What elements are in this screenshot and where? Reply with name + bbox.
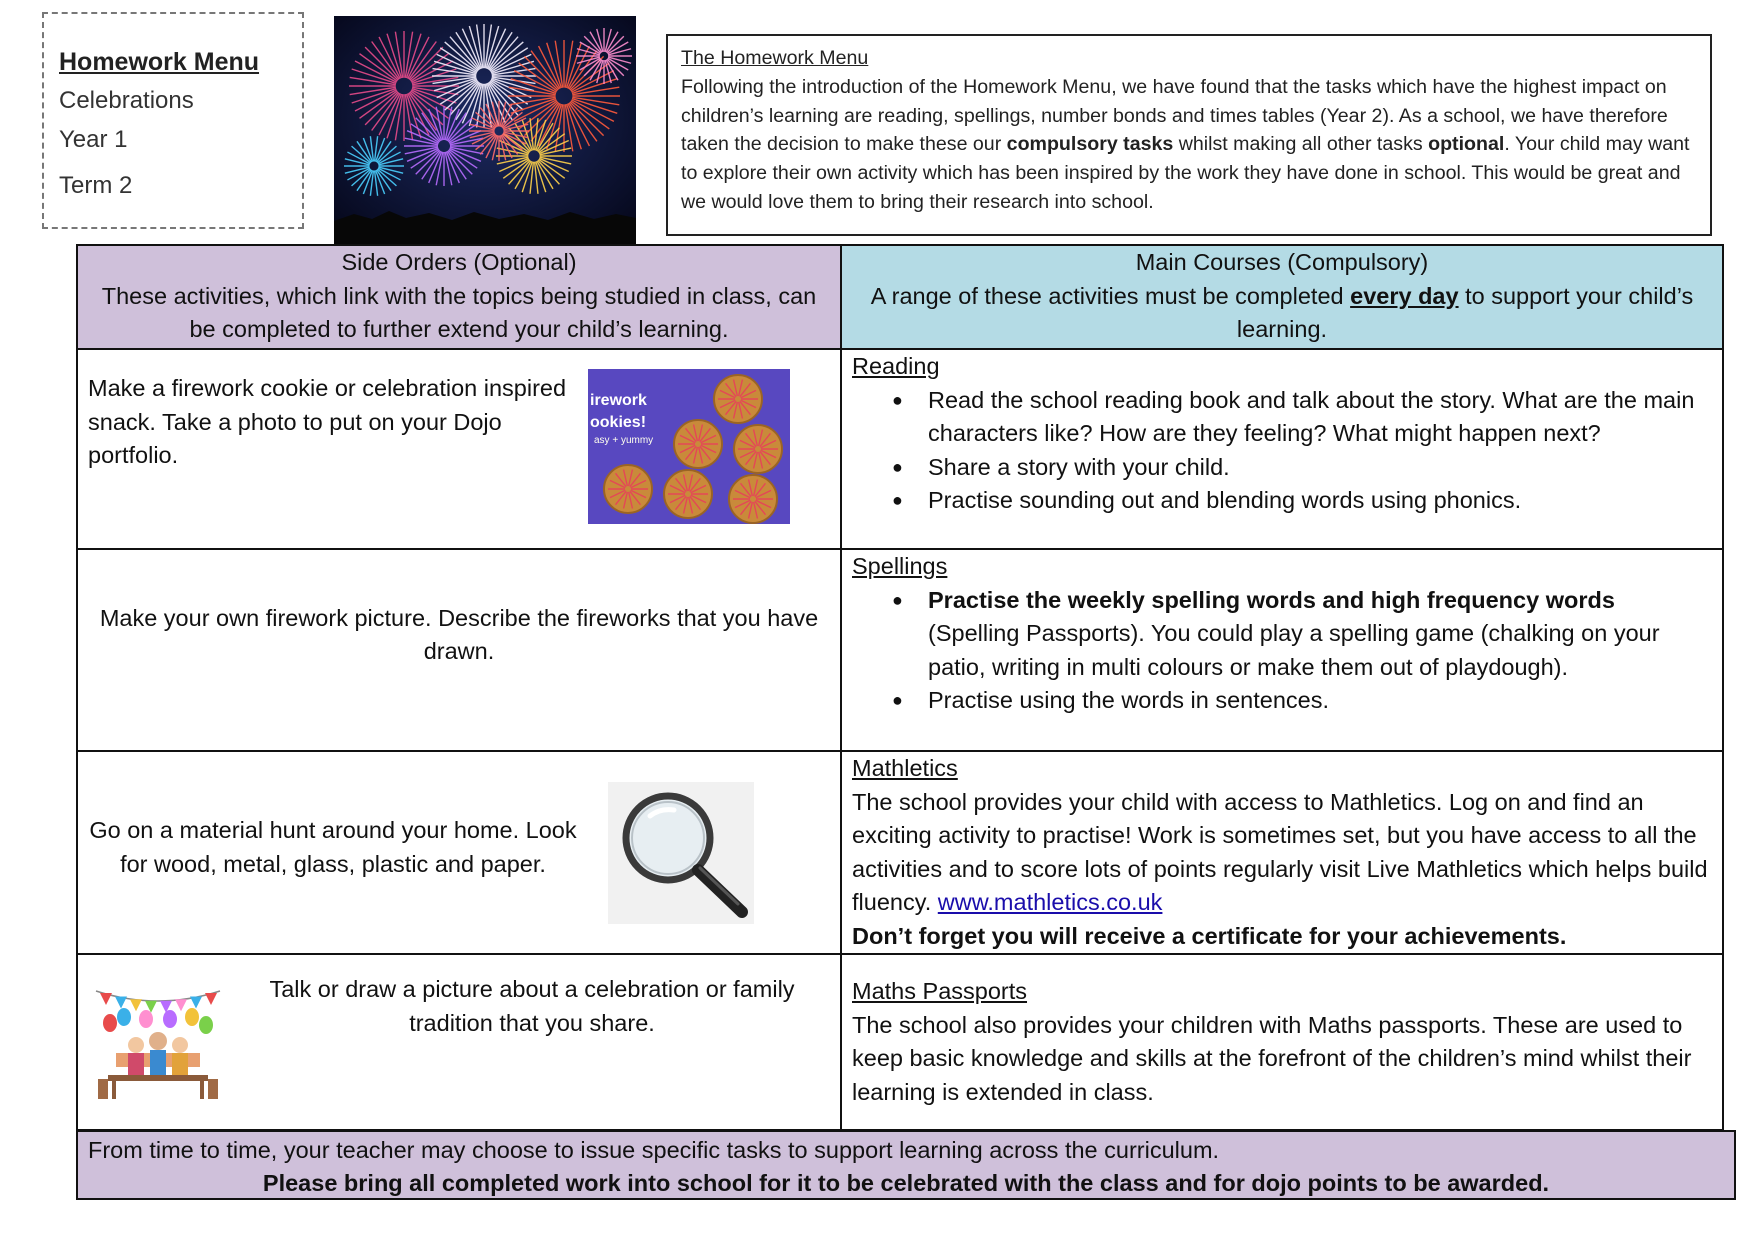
title-box <box>42 12 304 229</box>
maths-passports-title: Maths Passports <box>852 978 1028 1004</box>
side-orders-header <box>77 245 841 349</box>
fireworks-image <box>334 16 636 244</box>
maths-passports-cell <box>841 954 1723 1130</box>
footer-line-1: From time to time, your teacher may choose to issue specific tasks to support learning across the curriculum. <box>88 1137 1220 1163</box>
activity-celebration-text: Talk or draw a picture about a celebration or family tradition that you share. <box>269 976 795 1036</box>
footer-note <box>76 1130 1736 1200</box>
reading-bullet-3: ● Practise sounding out and blending words using phonics. <box>892 484 1712 518</box>
main-courses-header <box>841 245 1723 349</box>
reading-list <box>852 384 1712 518</box>
intro-heading: The Homework Menu <box>681 47 869 69</box>
reading-title: Reading <box>852 353 940 379</box>
mathletics-link[interactable]: www.mathletics.co.uk <box>937 889 1163 915</box>
mathletics-title: Mathletics <box>852 755 958 781</box>
spellings-cell <box>841 549 1723 751</box>
reading-bullet-1: ● Read the school reading book and talk about the story. What are the main characters like? How are they feeling? What might happen next? <box>892 384 1712 451</box>
activity-cell-celebration <box>77 954 841 1130</box>
intro-box <box>666 34 1712 236</box>
firework-cookies-image <box>588 369 790 524</box>
mathletics-cell <box>841 751 1723 954</box>
term-label: Term 2 <box>59 172 133 199</box>
activity-picture-text: Make your own firework picture. Describe the fireworks that you have drawn. <box>99 604 819 664</box>
side-orders-description: These activities, which link with the topics being studied in class, can be completed to further extend your child’s learning. <box>101 282 817 342</box>
reading-cell <box>841 349 1723 549</box>
activity-cell-cookie <box>77 349 841 549</box>
activity-material-text: Go on a material hunt around your home. Look for wood, metal, glass, plastic and paper. <box>89 817 577 877</box>
topic-label: Celebrations <box>59 87 194 114</box>
spellings-bullet-2: ● Practise using the words in sentences. <box>892 684 1712 718</box>
activity-cell-picture <box>77 549 841 751</box>
mathletics-certificate-note: Don’t forget you will receive a certificate for your achievements. <box>852 922 1567 949</box>
cookie-image-text-3: asy + yummy <box>594 435 654 446</box>
cookie-image-text-2: ookies! <box>590 414 647 431</box>
cookie-image-text-1: irework <box>590 392 647 409</box>
main-courses-description: A range of these activities must be completed every day to support your child’s learning. <box>870 282 1694 342</box>
intro-text: Following the introduction of the Homework Menu, we have found that the tasks which have the highest impact on children’s learning are reading, spellings, number bonds and times tables (Year 2). As a school, we have therefore taken the decision to make these our compulsory tasks whilst making all other tasks optional. Your child may want to explore their own activity which has been inspired by the work they have done in school. This would be great and we would love them to bring their research into school. <box>681 75 1690 213</box>
activity-cookie-text: Make a firework cookie or celebration inspired snack. Take a photo to put on your Dojo portfolio. <box>88 375 567 468</box>
footer-line-2: Please bring all completed work into school for it to be celebrated with the class and for dojo points to be awarded. <box>262 1170 1550 1196</box>
menu-title: Homework Menu <box>59 48 260 76</box>
spellings-bullet-1: ● Practise the weekly spelling words and high frequency words (Spelling Passports). You could play a spelling game (chalking on your patio, writing in multi colours or make them out of playdough). <box>892 584 1712 685</box>
side-orders-heading: Side Orders (Optional) <box>341 249 577 275</box>
maths-passports-text: The school also provides your children with Maths passports. These are used to keep basic knowledge and skills at the forefront of the children’s mind whilst their learning is extended in class. <box>852 1011 1692 1105</box>
spellings-title: Spellings <box>852 553 948 579</box>
celebration-party-image <box>94 983 222 1101</box>
activity-cell-material-hunt <box>77 751 841 954</box>
year-label: Year 1 <box>59 126 128 153</box>
reading-bullet-2: ● Share a story with your child. <box>892 451 1712 485</box>
spellings-list <box>852 584 1712 718</box>
magnifying-glass-icon <box>608 782 754 924</box>
homework-menu-table <box>76 244 1724 1131</box>
main-courses-heading: Main Courses (Compulsory) <box>1135 249 1429 275</box>
mathletics-text: The school provides your child with access to Mathletics. Log on and find an exciting activity to practise! Work is sometimes set, but you have access to all the activities and to score lots of points regularly visit Live Mathletics which helps build fluency. www.mathletics.co.uk <box>852 788 1708 915</box>
